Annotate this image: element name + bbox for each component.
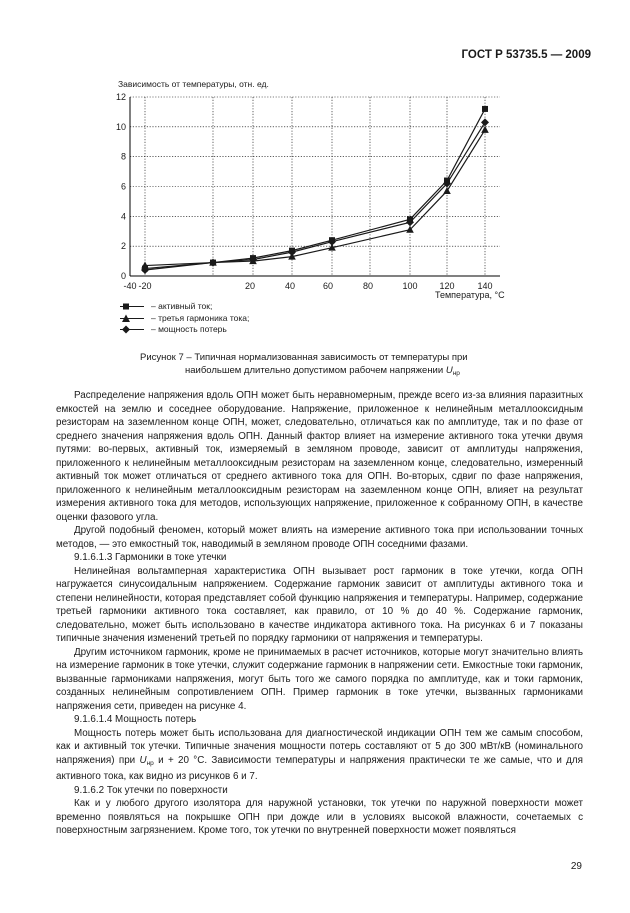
x-tick-label: -20 xyxy=(138,281,152,291)
section-heading: 9.1.6.1.3 Гармоники в токе утечки xyxy=(74,552,227,563)
data-point-diamond xyxy=(481,118,489,126)
series-line-1 xyxy=(145,109,485,269)
paragraph: Распределение напряжения вдоль ОПН может быть неравномерным, прежде всего из-за влияния паразитных емкостей на землю и соседнее оборудование. Напряжение, приложенное к нелинейным металлооксидным резисторам на заземленном конце ОПН, может, следовательно, отличаться как по амплитуде, так и по фазе от среднего значения напряжения вдоль ОПН. Данный фактор влияет на измерение активного тока утечки двумя путями: во-первых, активный ток, измеряемый в земляном проводе, зависит от амплитуды напряжения, приложенного к нелинейным металлооксидным резисторам на заземленном конце, следовательно, измеренный активный ток может отличаться от среднего активного тока для ОПН. Во-вторых, сдвиг по фазе напряжения, приложенного к нелинейным металлооксидным резисторам на заземленном конце ОПН, влияет на результат измерения активного тока для методов, использующих напряжение, приложенное к собранному ОПН, в качестве оценки фазового угла. xyxy=(56,390,583,523)
x-tick-label: 60 xyxy=(322,281,334,291)
x-tick-label: 120 xyxy=(439,281,455,291)
x-tick-label: -40 xyxy=(123,281,137,291)
document-header: ГОСТ Р 53735.5 — 2009 xyxy=(461,49,591,61)
x-axis-title: Температура, °С xyxy=(435,290,505,300)
section-heading: 9.1.6.2 Ток утечки по поверхности xyxy=(74,784,228,796)
section-heading: 9.1.6.1.4 Мощность потерь xyxy=(74,714,197,725)
temperature-dependence-chart xyxy=(0,0,630,300)
legend-item-power-loss xyxy=(118,324,249,336)
legend-label: – активный ток; xyxy=(151,301,213,312)
x-tick-label: 20 xyxy=(244,281,256,291)
page-number: 29 xyxy=(570,861,582,872)
chart-legend xyxy=(118,301,249,336)
figure-caption xyxy=(140,351,494,380)
body-text xyxy=(56,389,583,838)
paragraph: Другой подобный феномен, который может влиять на измерение активного тока при использовании точных методов, — это емкостный ток, наводимый в земляном проводе ОПН соседними фазами. xyxy=(56,525,583,550)
triangle-marker-icon xyxy=(118,313,148,324)
data-point-square xyxy=(482,106,488,112)
x-tick-label: 140 xyxy=(477,281,493,291)
y-tick-label: 6 xyxy=(120,181,126,192)
x-tick-label: 100 xyxy=(402,281,418,291)
paragraph: Как и у любого другого изолятора для наружной установки, ток утечки по наружной поверхности может временно появляться на покрышке ОПН при дожде или в условиях высокой влажности, сочетаемых с поверхностным загрязнением. Кроме того, ток утечки по внутренней поверхности может появляться xyxy=(56,798,583,836)
square-marker-icon xyxy=(118,301,148,312)
y-tick-label: 4 xyxy=(120,211,126,222)
x-tick-label: 80 xyxy=(362,281,374,291)
y-tick-label: 10 xyxy=(115,121,126,132)
caption-line-1: Рисунок 7 – Типичная нормализованная зависимость от температуры при xyxy=(140,352,468,363)
chart-y-axis-title: Зависимость от температуры, отн. ед. xyxy=(118,79,269,89)
legend-item-active-current xyxy=(118,301,249,313)
y-tick-label: 8 xyxy=(120,151,126,162)
y-tick-label: 0 xyxy=(120,271,126,281)
paragraph: Другим источником гармоник, кроме не принимаемых в расчет источников, которые могут значительно влиять на измерение гармоник в токе утечки, служит содержание гармоник в напряжении сети. Емкостные токи гармоник, вызванные гармониками напряжения, могут быть того же самого порядка по амплитуде, как и токи гармоник, созданных нелинейным сопротивлением ОПН. Пример гармоник в токе утечки, вызванных гармониками напряжения сети, приведен на рисунке 4. xyxy=(56,646,583,712)
y-tick-label: 12 xyxy=(115,92,126,102)
paragraph: Нелинейная вольтамперная характеристика ОПН вызывает рост гармоник в токе утечки, когда ОПН нагружается синусоидальным напряжением. Содержание гармоник зависит от амплитуды активного тока и степени нелинейности, которая представляет собой функцию напряжения и температуры. Например, содержание третьей гармоники активного тока составляет, как правило, от 10 % до 40 %. Содержание гармоник, следовательно, может быть использовано в качестве индикатора активного тока. На рисунках 6 и 7 показаны типичные значения изменений третьей по порядку гармоники от напряжения и температуры. xyxy=(56,565,583,644)
legend-item-third-harmonic xyxy=(118,313,249,325)
paragraph: Мощность потерь может быть использована для диагностической индикации ОПН тем же самым способом, как и активный ток утечки. Типичные значения мощности потерь составляют от 5 до 300 мВт/кВ (номинального напряжения) при $U_{нр}$ и + 20 °С. Зависимости температуры и напряжения практически те же самые, что и для активного тока, как видно из рисунков 6 и 7. xyxy=(56,727,583,782)
legend-label: – мощность потерь xyxy=(151,324,227,335)
caption-line-2: наибольшем длительно допустимом рабочем напряжении $U_{нр}$ xyxy=(185,365,460,377)
series-line-3 xyxy=(145,122,485,270)
data-point-triangle xyxy=(443,187,451,194)
legend-label: – третья гармоника тока; xyxy=(151,312,250,323)
y-tick-label: 2 xyxy=(120,241,126,252)
x-tick-label: 40 xyxy=(284,281,296,291)
diamond-marker-icon xyxy=(118,324,148,335)
